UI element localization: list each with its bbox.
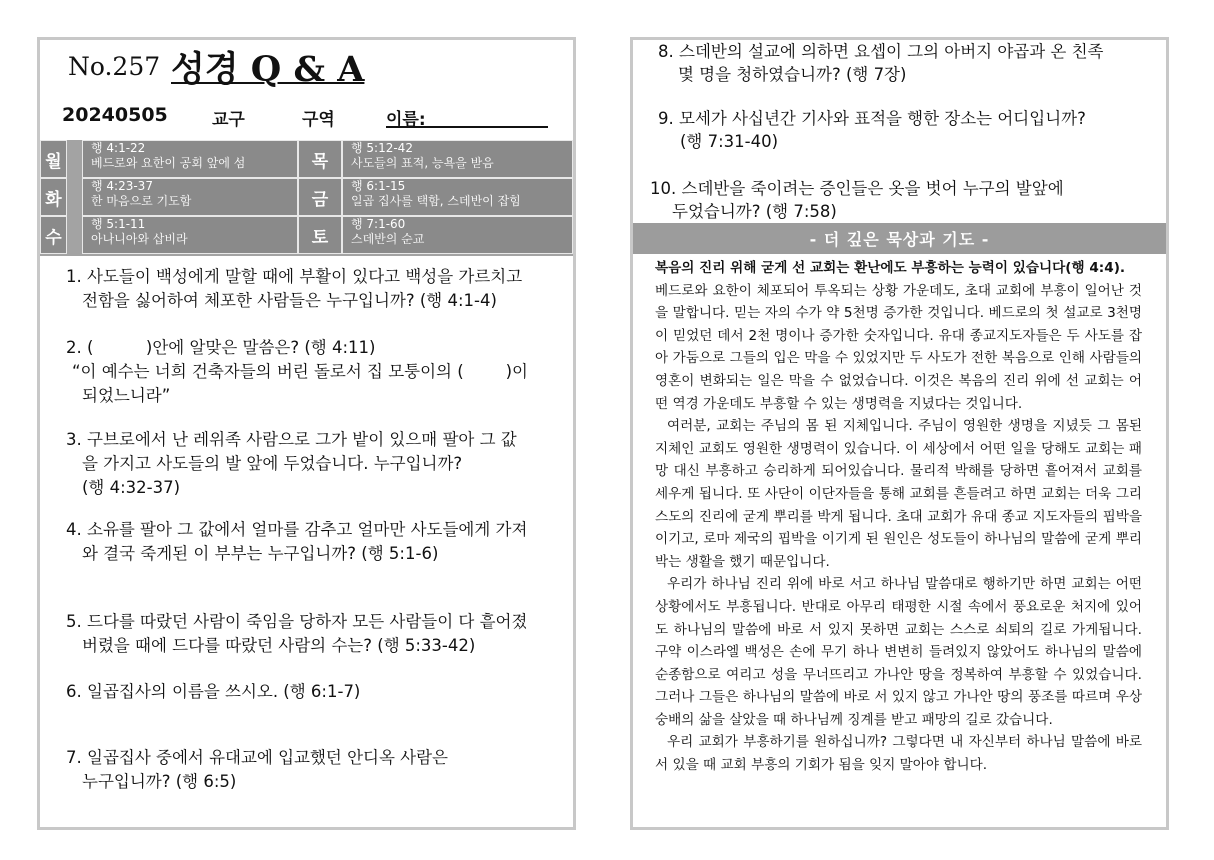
question-line: ( )안에 알맞은 말씀은? (행 4:11) bbox=[87, 338, 376, 357]
question-number: 2. bbox=[66, 338, 82, 357]
reading-desc: 한 마음으로 기도함 bbox=[91, 194, 192, 208]
reading-ref: 행 5:12-42 bbox=[351, 141, 413, 155]
question-line: 되었느니라” bbox=[82, 386, 171, 405]
reading-cell bbox=[342, 216, 573, 254]
name-label: 이름: bbox=[386, 110, 426, 130]
day-cell: 토 bbox=[298, 216, 342, 254]
reading-cell bbox=[82, 216, 298, 254]
question-line: 소유를 팔아 그 값에서 얼마를 감추고 얼마만 사도들에게 가져 bbox=[87, 520, 528, 539]
question-item bbox=[66, 610, 571, 658]
question-line: 와 결국 죽게된 이 부부는 누구입니까? (행 5:1-6) bbox=[82, 544, 439, 563]
question-line: “이 예수는 너희 건축자들의 버린 돌로서 집 모퉁이의 ( )이 bbox=[72, 362, 528, 381]
question-line: 드다를 따랐던 사람이 죽임을 당하자 모든 사람들이 다 흩어졌 bbox=[87, 612, 528, 631]
question-line: 을 가지고 사도들의 발 앞에 두었습니다. 누구입니까? bbox=[82, 454, 463, 473]
reading-cell bbox=[342, 178, 573, 216]
question-line: 일곱집사의 이름을 쓰시오. (행 6:1-7) bbox=[87, 682, 361, 701]
day-cell: 화 bbox=[40, 178, 67, 216]
meditation-heading: - 더 깊은 묵상과 기도 - bbox=[633, 223, 1166, 254]
zone-label: 구역 bbox=[302, 110, 335, 130]
meditation-essay bbox=[655, 257, 1142, 777]
question-number: 1. bbox=[66, 267, 82, 286]
question-line: 전함을 싫어하여 체포한 사람들은 누구입니까? (행 4:1-4) bbox=[82, 291, 497, 310]
question-line: 일곱집사 중에서 유대교에 입교했던 안디옥 사람은 bbox=[87, 748, 448, 767]
left-page bbox=[37, 37, 576, 830]
question-line: 스데반을 죽이려는 증인들은 옷을 벗어 누구의 발앞에 bbox=[681, 179, 1064, 198]
question-line: 버렸을 때에 드다를 따랐던 사람의 수는? (행 5:33-42) bbox=[82, 636, 476, 655]
question-item bbox=[66, 680, 571, 704]
reading-schedule bbox=[40, 140, 573, 256]
question-item bbox=[658, 107, 1163, 153]
reading-desc: 스데반의 순교 bbox=[351, 232, 425, 246]
question-item bbox=[66, 428, 571, 500]
essay-paragraph: 우리가 하나님 진리 위에 바로 서고 하나님 말씀대로 행하기만 하면 교회는 어떤 상황에서도 부흥됩니다. 반대로 아무리 태평한 시절 속에서 풍요로운 처지에 있어도 하나님의 말씀에 바로 서 있지 못하면 교회는 스스로 쇠퇴의 길로 가게됩니다. 구약 이스라엘 백성은 손에 무기 하나 변변히 들려있지 않았어도 하나님의 말씀에 순종함으로 여리고 성을 무너뜨리고 가나안 땅을 정복하여 부흥할 수 있었습니다. 그러나 그들은 하나님의 말씀에 바로 서 있지 않고 가나안 땅의 풍조를 따르며 우상 숭배의 삶을 살았을 때 하나님께 징계를 받고 패망의 길로 갔습니다. bbox=[655, 576, 1142, 728]
day-cell: 수 bbox=[40, 216, 67, 254]
question-item bbox=[66, 265, 571, 313]
question-item bbox=[658, 40, 1163, 86]
reading-ref: 행 6:1-15 bbox=[351, 179, 406, 193]
date: 20240505 bbox=[62, 104, 168, 126]
question-line: 사도들이 백성에게 말할 때에 부활이 있다고 백성을 가르치고 bbox=[87, 267, 523, 286]
essay-paragraph: 베드로와 요한이 체포되어 투옥되는 상황 가운데도, 초대 교회에 부흥이 일어난 것을 말합니다. 믿는 자의 수가 약 5천명 증가한 것입니다. 베드로의 첫 설교로 3천명이 믿었던 데서 2천 명이나 증가한 숫자입니다. 유대 종교지도자들은 두 사도를 잡아 가둠으로 그들의 입은 막을 수 있었지만 두 사도가 전한 복음으로 인해 사람들의 영혼이 변화되는 일은 막을 수 없었습니다. 이것은 복음의 진리 위에 선 교회는 어떤 역경 가운데도 부흥할 수 있는 생명력을 지녔다는 것입니다. bbox=[655, 282, 1142, 412]
district-label: 교구 bbox=[212, 110, 245, 130]
question-line: 모세가 사십년간 기사와 표적을 행한 장소는 어디입니까? bbox=[679, 109, 1086, 128]
reading-ref: 행 4:23-37 bbox=[91, 179, 153, 193]
day-cell: 월 bbox=[40, 140, 67, 178]
question-line: 구브로에서 난 레위족 사람으로 그가 밭이 있으매 팔아 그 값 bbox=[87, 430, 517, 449]
question-item bbox=[66, 518, 571, 566]
issue-number: No.257 bbox=[68, 52, 161, 81]
question-number: 4. bbox=[66, 520, 82, 539]
essay-paragraph: 우리 교회가 부흥하기를 원하십니까? 그렇다면 내 자신부터 하나님 말씀에 바로 서 있을 때 교회 부흥의 기회가 됨을 잊지 말아야 합니다. bbox=[655, 734, 1142, 774]
question-number: 9. bbox=[658, 109, 674, 128]
essay-paragraph: 여러분, 교회는 주님의 몸 된 지체입니다. 주님이 영원한 생명을 지녔듯 그 몸된 지체인 교회도 영원한 생명력이 있습니다. 이 세상에서 어떤 일을 당해도 교회는 패망 대신 부흥하고 승리하게 되어있습니다. 물리적 박해를 당하면 흩어져서 교회를 세우게 됩니다. 또 사단이 이단자들을 통해 교회를 흔들려고 하면 교회는 더욱 그리스도의 진리에 굳게 뿌리를 박게 됩니다. 초대 교회가 유대 종교 지도자들의 핍박을 이기고, 로마 제국의 핍박을 이기게 된 원인은 성도들이 하나님의 말씀에 굳게 뿌리박는 생활을 했기 때문입니다. bbox=[655, 418, 1142, 570]
reading-ref: 행 4:1-22 bbox=[91, 141, 146, 155]
question-number: 5. bbox=[66, 612, 82, 631]
question-line: 누구입니까? (행 6:5) bbox=[82, 772, 237, 791]
reading-cell bbox=[342, 140, 573, 178]
reading-desc: 사도들의 표적, 능욕을 받음 bbox=[351, 156, 494, 170]
day-cell: 목 bbox=[298, 140, 342, 178]
question-number: 8. bbox=[658, 42, 674, 61]
name-blank-line bbox=[386, 126, 548, 128]
question-line: (행 4:32-37) bbox=[82, 478, 181, 497]
essay-lead: 복음의 진리 위해 굳게 선 교회는 환난에도 부흥하는 능력이 있습니다(행 4:4). bbox=[655, 260, 1126, 276]
question-item bbox=[650, 177, 1155, 223]
reading-ref: 행 7:1-60 bbox=[351, 217, 406, 231]
reading-desc: 일곱 집사를 택함, 스데반이 잡힘 bbox=[351, 194, 521, 208]
question-number: 10. bbox=[650, 179, 677, 198]
reading-desc: 베드로와 요한이 공회 앞에 섬 bbox=[91, 156, 246, 170]
question-item bbox=[66, 336, 571, 408]
question-number: 3. bbox=[66, 430, 82, 449]
question-line: 스데반의 설교에 의하면 요셉이 그의 아버지 야곱과 온 친족 bbox=[679, 42, 1104, 61]
question-line: (행 7:31-40) bbox=[680, 132, 779, 151]
question-item bbox=[66, 746, 571, 794]
question-number: 7. bbox=[66, 748, 82, 767]
day-cell: 금 bbox=[298, 178, 342, 216]
reading-desc: 아나니아와 삽비라 bbox=[91, 232, 188, 246]
reading-cell bbox=[82, 140, 298, 178]
reading-cell bbox=[82, 178, 298, 216]
right-page bbox=[630, 37, 1169, 830]
question-number: 6. bbox=[66, 682, 82, 701]
question-line: 두었습니까? (행 7:58) bbox=[672, 202, 837, 221]
page-title: 성경 Q & A bbox=[171, 49, 365, 90]
question-line: 몇 명을 청하였습니까? (행 7장) bbox=[678, 65, 907, 84]
reading-ref: 행 5:1-11 bbox=[91, 217, 146, 231]
